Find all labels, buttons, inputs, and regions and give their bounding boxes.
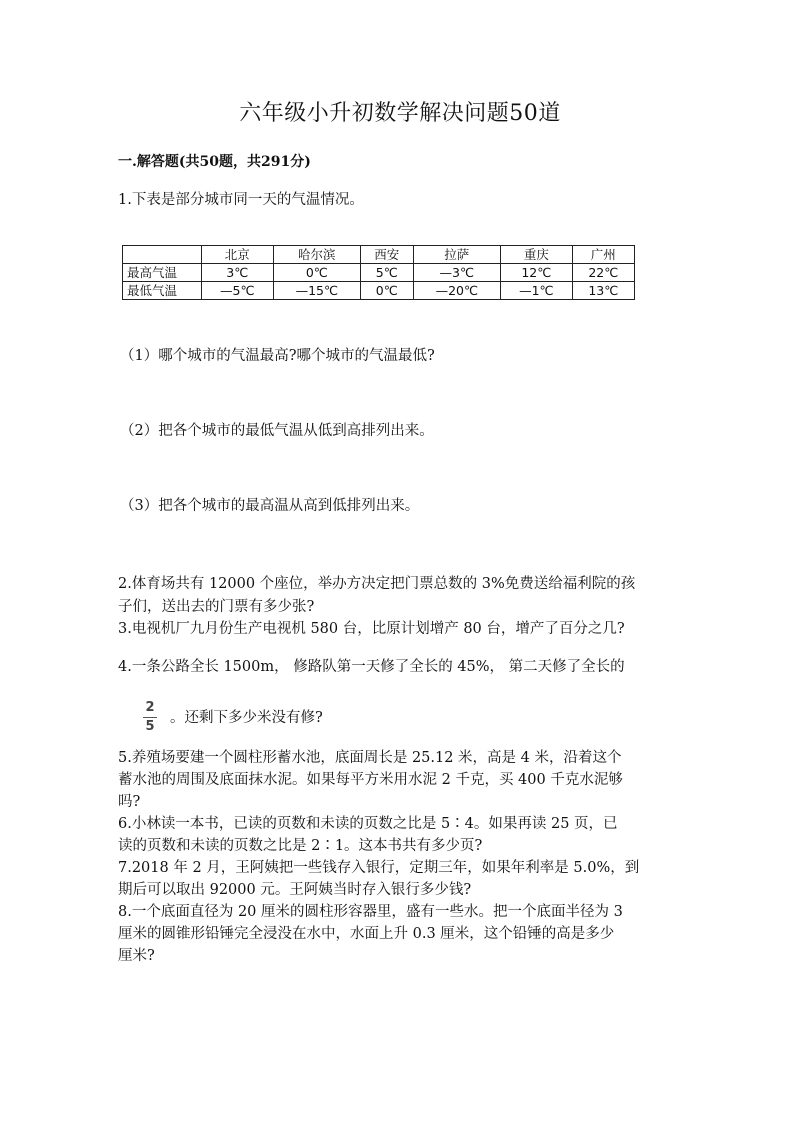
question-4-line-2: 。还剩下多少米没有修? [170, 710, 323, 726]
table-header-cell: 广州 [572, 246, 634, 264]
question-5-line-2: 蓄水池的周围及底面抹水泥。如果每平方米用水泥 2 千克，买 400 千克水泥够 [118, 772, 623, 788]
question-1-part-3: （3）把各个城市的最高温从高到低排列出来。 [120, 498, 420, 514]
table-cell: 0℃ [273, 264, 361, 282]
question-4-line-1: 4.一条公路全长 1500m， 修路队第一天修了全长的 45%， 第二天修了全长的 [118, 659, 625, 675]
question-5-line-3: 吗? [118, 794, 141, 810]
table-cell: 0℃ [361, 282, 413, 300]
question-8-line-1: 8.一个底面直径为 20 厘米的圆柱形容器里，盛有一些水。把一个底面半径为 3 [118, 904, 623, 920]
fraction-bar [143, 717, 157, 718]
table-cell: 5℃ [361, 264, 413, 282]
table-cell: 12℃ [501, 264, 573, 282]
table-row-label: 最高气温 [123, 264, 202, 282]
question-2-line-1: 2.体育场共有 12000 个座位，举办方决定把门票总数的 3%免费送给福利院的孩 [118, 576, 636, 592]
temperature-table [122, 245, 635, 300]
table-header-cell: 西安 [361, 246, 413, 264]
table-row [123, 282, 635, 300]
question-7-line-1: 7.2018 年 2 月，王阿姨把一些钱存入银行，定期三年，如果年利率是 5.0%，到 [118, 860, 640, 876]
fraction-numerator: 2 [145, 700, 155, 715]
table-cell: —20℃ [413, 282, 501, 300]
table-header-cell: 北京 [202, 246, 274, 264]
table-header-cell: 拉萨 [413, 246, 501, 264]
table-cell: 3℃ [202, 264, 274, 282]
question-6-line-1: 6.小林读一本书，已读的页数和未读的页数之比是 5∶4。如果再读 25 页，已 [118, 816, 618, 832]
table-cell: —15℃ [273, 282, 361, 300]
table-cell: —5℃ [202, 282, 274, 300]
section-heading: 一.解答题(共50题，共291分) [118, 154, 311, 170]
question-3: 3.电视机厂九月份生产电视机 580 台，比原计划增产 80 台，增产了百分之几? [118, 621, 625, 637]
question-1: 1.下表是部分城市同一天的气温情况。 [118, 192, 364, 208]
question-1-part-2: （2）把各个城市的最低气温从低到高排列出来。 [120, 423, 434, 439]
table-header-cell: 哈尔滨 [273, 246, 361, 264]
table-cell: —1℃ [501, 282, 573, 300]
question-5-line-1: 5.养殖场要建一个圆柱形蓄水池，底面周长是 25.12 米，高是 4 米，沿着这个 [118, 750, 622, 766]
question-7-line-2: 期后可以取出 92000 元。王阿姨当时存入银行多少钱? [118, 882, 472, 898]
question-8-line-3: 厘米? [118, 948, 155, 964]
table-row [123, 264, 635, 282]
table-header-cell: 重庆 [501, 246, 573, 264]
question-1-part-1: （1）哪个城市的气温最高?哪个城市的气温最低? [120, 348, 435, 364]
table-row-label: 最低气温 [123, 282, 202, 300]
table-corner-cell [123, 246, 202, 264]
question-6-line-2: 读的页数和未读的页数之比是 2∶1。这本书共有多少页? [118, 838, 483, 854]
fraction-denominator: 5 [145, 719, 155, 734]
table-cell: —3℃ [413, 264, 501, 282]
table-cell: 22℃ [572, 264, 634, 282]
table-cell: 13℃ [572, 282, 634, 300]
question-8-line-2: 厘米的圆锥形铅锤完全浸没在水中，水面上升 0.3 厘米，这个铅锤的高是多少 [118, 926, 615, 942]
page-title: 六年级小升初数学解决问题50道 [239, 101, 561, 126]
question-2-line-2: 子们，送出去的门票有多少张? [118, 599, 315, 615]
fraction-two-fifths [143, 700, 157, 735]
table-header-row [123, 246, 635, 264]
